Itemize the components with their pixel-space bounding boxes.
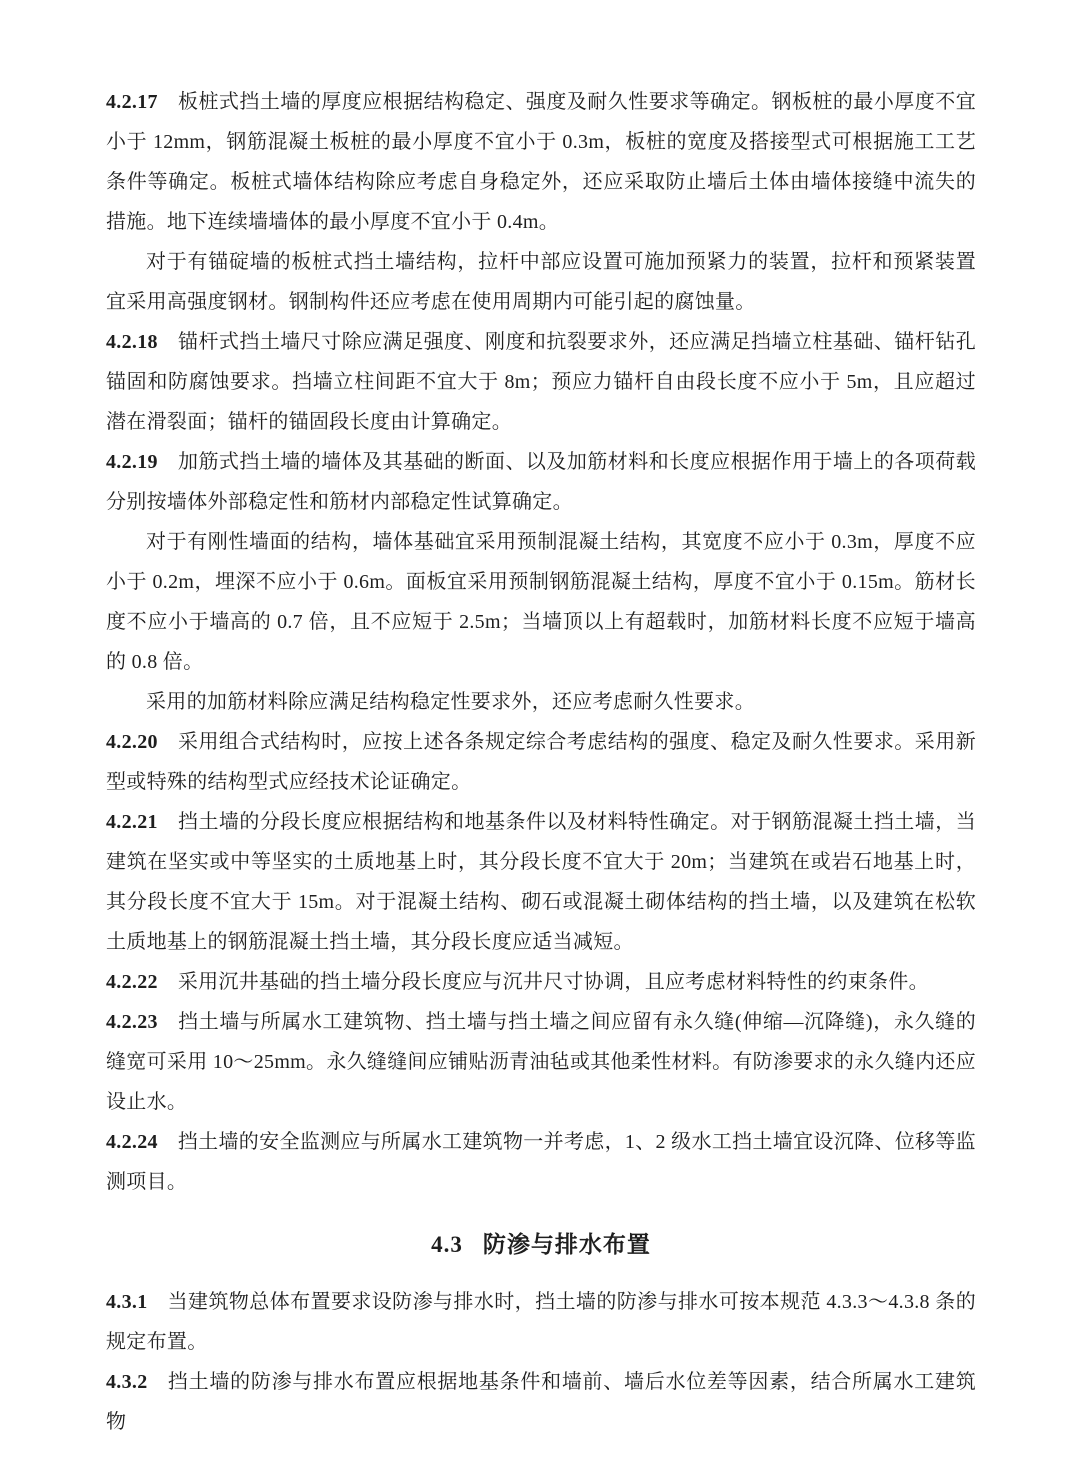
clause-4-2-22	[106, 962, 976, 1002]
paragraph-text: 采用的加筋材料除应满足结构稳定性要求外，还应考虑耐久性要求。	[146, 691, 755, 713]
clause-4-2-17	[106, 82, 976, 242]
clause-text: 挡土墙与所属水工建筑物、挡土墙与挡土墙之间应留有永久缝(伸缩—沉降缝)，永久缝的缝宽可采用 10～25mm。永久缝缝间应铺贴沥青油毡或其他柔性材料。有防渗要求的永久缝内还应设止水。	[106, 1011, 976, 1113]
paragraph-anchor-wall-note	[106, 242, 976, 322]
clause-4-2-19	[106, 442, 976, 522]
clause-text: 挡土墙的安全监测应与所属水工建筑物一并考虑，1、2 级水工挡土墙宜设沉降、位移等监测项目。	[106, 1131, 976, 1193]
paragraph-reinforce-material-note	[106, 682, 976, 722]
clause-number: 4.2.17	[106, 91, 158, 113]
clause-text: 采用沉井基础的挡土墙分段长度应与沉井尺寸协调，且应考虑材料特性的约束条件。	[177, 971, 929, 993]
paragraph-rigid-face-note	[106, 522, 976, 682]
clause-text: 采用组合式结构时，应按上述各条规定综合考虑结构的强度、稳定及耐久性要求。采用新型或特殊的结构型式应经技术论证确定。	[106, 731, 976, 793]
clause-4-2-24	[106, 1122, 976, 1202]
clause-number: 4.2.22	[106, 971, 158, 993]
clause-4-3-1	[106, 1282, 976, 1362]
section-number: 4.3	[431, 1232, 463, 1257]
clause-text: 加筋式挡土墙的墙体及其基础的断面、以及加筋材料和长度应根据作用于墙上的各项荷载分别按墙体外部稳定性和筋材内部稳定性试算确定。	[106, 451, 976, 513]
clause-text: 当建筑物总体布置要求设防渗与排水时，挡土墙的防渗与排水可按本规范 4.3.3～4.3.8 条的规定布置。	[106, 1291, 976, 1353]
paragraph-text: 对于有锚碇墙的板桩式挡土墙结构，拉杆中部应设置可施加预紧力的装置，拉杆和预紧装置宜采用高强度钢材。钢制构件还应考虑在使用周期内可能引起的腐蚀量。	[106, 251, 976, 313]
clause-4-2-18	[106, 322, 976, 442]
clause-4-3-2	[106, 1362, 976, 1442]
clause-text: 锚杆式挡土墙尺寸除应满足强度、刚度和抗裂要求外，还应满足挡墙立柱基础、锚杆钻孔锚固和防腐蚀要求。挡墙立柱间距不宜大于 8m；预应力锚杆自由段长度不应小于 5m，且应超过潜在滑裂面；锚杆的锚固段长度由计算确定。	[106, 331, 976, 433]
clause-4-2-21	[106, 802, 976, 962]
clause-number: 4.3.1	[106, 1291, 148, 1313]
clause-number: 4.2.18	[106, 331, 158, 353]
clause-number: 4.2.19	[106, 451, 158, 473]
section-heading-4-3	[106, 1224, 976, 1266]
clause-number: 4.2.20	[106, 731, 158, 753]
clause-text: 板桩式挡土墙的厚度应根据结构稳定、强度及耐久性要求等确定。钢板桩的最小厚度不宜小于 12mm，钢筋混凝土板桩的最小厚度不宜小于 0.3m，板桩的宽度及搭接型式可根据施工工艺条件等确定。板桩式墙体结构除应考虑自身稳定外，还应采取防止墙后土体由墙体接缝中流失的措施。地下连续墙墙体的最小厚度不宜小于 0.4m。	[106, 91, 976, 233]
section-title: 防渗与排水布置	[482, 1232, 651, 1257]
clause-number: 4.2.21	[106, 811, 158, 833]
clause-4-2-20	[106, 722, 976, 802]
clause-text: 挡土墙的防渗与排水布置应根据地基条件和墙前、墙后水位差等因素，结合所属水工建筑物	[106, 1371, 976, 1433]
paragraph-text: 对于有刚性墙面的结构，墙体基础宜采用预制混凝土结构，其宽度不应小于 0.3m，厚度不应小于 0.2m，埋深不应小于 0.6m。面板宜采用预制钢筋混凝土结构，厚度不宜小于 0.15m。筋材长度不应小于墙高的 0.7 倍，且不应短于 2.5m；当墙顶以上有超载时，加筋材料长度不应短于墙高的 0.8 倍。	[106, 531, 976, 673]
clause-number: 4.2.23	[106, 1011, 158, 1033]
clause-number: 4.3.2	[106, 1371, 148, 1393]
clause-text: 挡土墙的分段长度应根据结构和地基条件以及材料特性确定。对于钢筋混凝土挡土墙，当建筑在坚实或中等坚实的土质地基上时，其分段长度不宜大于 20m；当建筑在或岩石地基上时，其分段长度不宜大于 15m。对于混凝土结构、砌石或混凝土砌体结构的挡土墙，以及建筑在松软土质地基上的钢筋混凝土挡土墙，其分段长度应适当减短。	[106, 811, 976, 953]
clause-4-2-23	[106, 1002, 976, 1122]
clause-number: 4.2.24	[106, 1131, 158, 1153]
